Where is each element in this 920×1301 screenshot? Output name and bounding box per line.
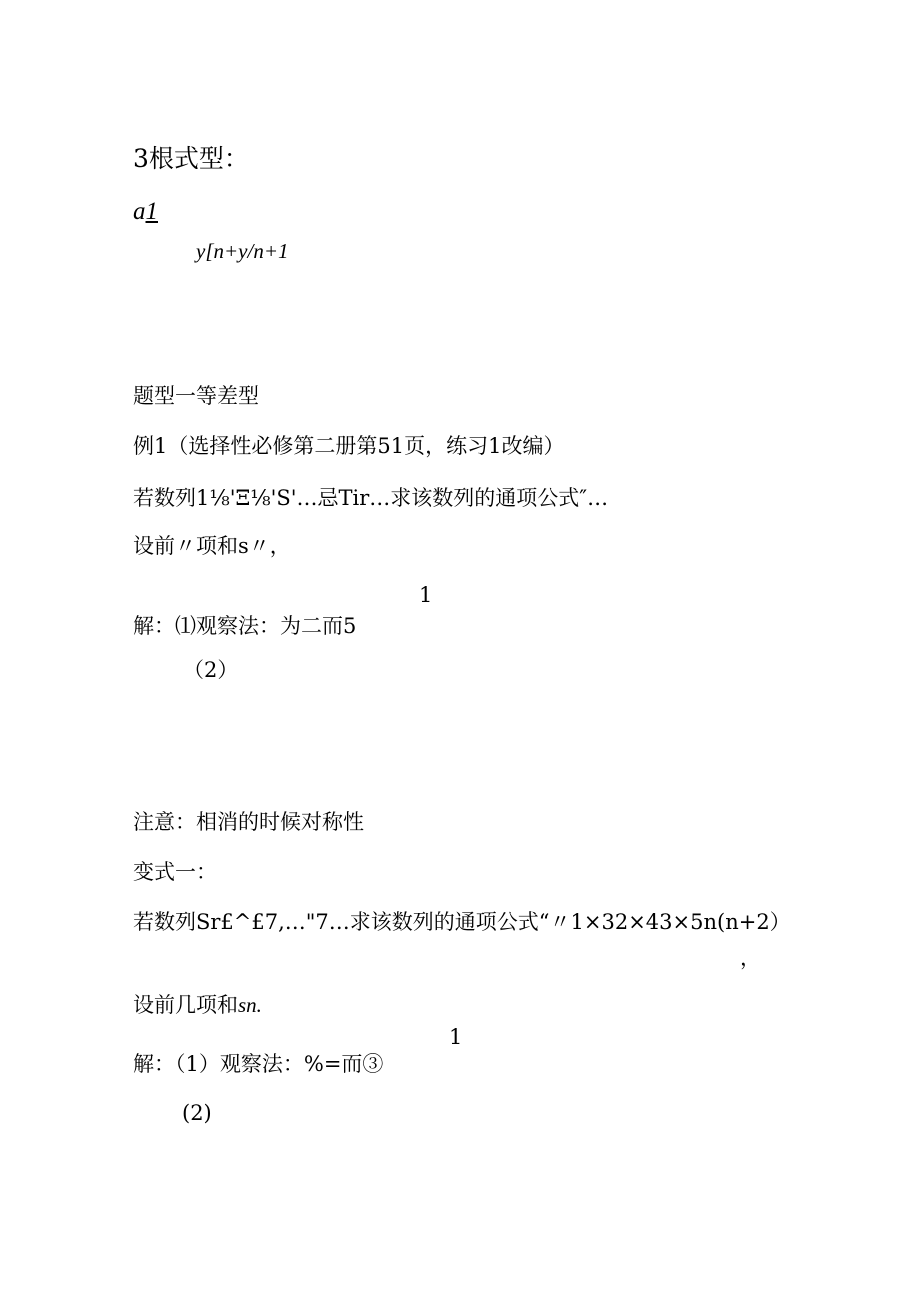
solution-1-step2: （2） — [183, 658, 239, 682]
example-1: 例1（选择性必修第二册第51页，练习1改编） — [133, 434, 565, 458]
problem-1-sum: 设前〃项和s〃， — [133, 534, 291, 558]
variant-sum — [133, 995, 262, 1016]
solution-2-numerator: 1 — [449, 1025, 463, 1049]
solution-2-step2: (2) — [182, 1101, 212, 1125]
variant-comma: ， — [740, 946, 761, 970]
variant-sum-prefix: 设前几项和 — [133, 993, 238, 1017]
solution-2-step1: 解：（1）观察法：%=而③ — [133, 1052, 384, 1076]
formula-a — [133, 199, 158, 224]
type-heading: 题型一等差型 — [133, 384, 259, 408]
formula-denominator: y[n+y/n+1 — [196, 239, 289, 263]
problem-1: 若数列1⅛'Ξ⅛'S'…忌Tir…求该数列的通项公式″… — [133, 486, 609, 510]
section-title: 3根式型： — [133, 144, 249, 173]
variant-heading: 变式一： — [133, 860, 217, 884]
solution-1-step1: 解：⑴观察法：为二而5 — [133, 614, 357, 638]
formula-a-numerator: 1 — [145, 198, 158, 225]
variant-sum-symbol: sn. — [238, 993, 262, 1017]
note: 注意：相消的时候对称性 — [133, 810, 364, 834]
solution-1-numerator: 1 — [419, 583, 433, 607]
formula-a-letter: a — [133, 198, 146, 225]
variant-problem: 若数列Sr£^£7,…"7…求该数列的通项公式“〃1×32×43×5n(n+2） — [133, 910, 791, 934]
